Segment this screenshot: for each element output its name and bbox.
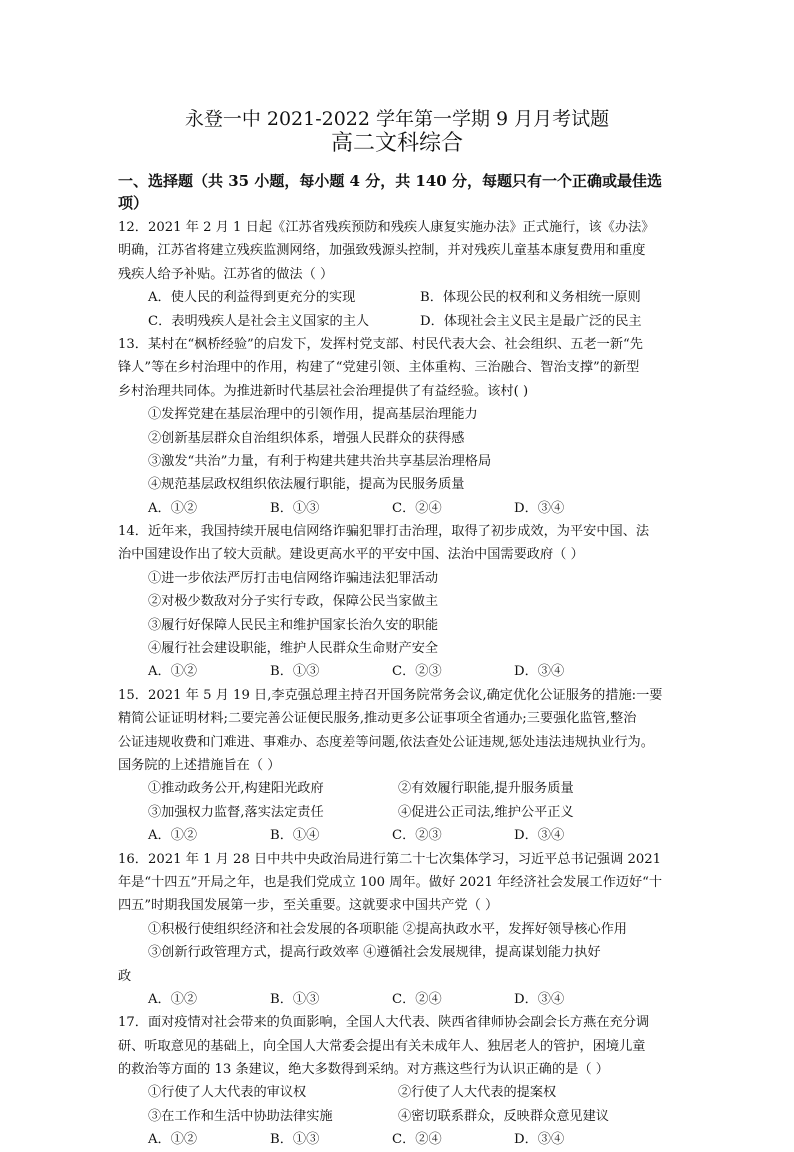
answer-d: D．③④ — [514, 1132, 565, 1148]
answer-d: D．③④ — [514, 991, 565, 1007]
answer-d: D．③④ — [514, 664, 565, 680]
answer-row — [118, 1128, 680, 1151]
question-stem-line: 的救治等方面的 13 条建议，绝大多数得到采纳。对方燕这些行为认识正确的是（ ） — [118, 1062, 609, 1078]
question-stem-line: 公证违规收费和门难进、事难办、态度差等问题,依法查处公证违规,惩处违法违规执业行为。 — [118, 734, 654, 750]
question-14 — [118, 520, 680, 684]
statement-line: 政 — [118, 968, 132, 984]
statement-item: ②行使了人大代表的提案权 — [398, 1085, 557, 1101]
statement-item: ①进一步依法严厉打击电信网络诈骗违法犯罪活动 — [148, 570, 439, 586]
statement-item: ④规范基层政权组织依法履行职能，提高为民服务质量 — [148, 477, 465, 493]
statement-item: ①行使了人大代表的审议权 — [148, 1085, 307, 1101]
option-row — [118, 286, 680, 309]
statement-item: ②对极少数敌对分子实行专政，保障公民当家做主 — [148, 594, 439, 610]
answer-a: A．①② — [148, 828, 198, 844]
statement-item: ③激发“共治”力量，有利于构建共建共治共享基层治理格局 — [148, 453, 492, 469]
answer-row — [118, 988, 680, 1011]
statement-row — [118, 1081, 680, 1104]
answer-a: A．①② — [148, 991, 198, 1007]
question-stem-line: 14．近年来，我国持续开展电信网络诈骗犯罪打击治理，取得了初步成效，为平安中国、法 — [118, 524, 650, 540]
question-stem-line: 乡村治理共同体。为推进新时代基层社会治理提供了有益经验。该村( ) — [118, 383, 529, 399]
question-12 — [118, 216, 680, 333]
statement-item: ④履行社会建设职能，维护人民群众生命财产安全 — [148, 641, 439, 657]
question-stem-line: 治中国建设作出了较大贡献。建设更高水平的平安中国、法治中国需要政府（ ） — [118, 547, 584, 563]
section-heading — [118, 170, 708, 214]
answer-b: B．①③ — [270, 500, 320, 516]
answer-a: A．①② — [148, 500, 198, 516]
question-17 — [118, 1011, 680, 1151]
answer-b: B．①③ — [270, 991, 320, 1007]
answer-d: D．③④ — [514, 828, 565, 844]
exam-title: 永登一中 2021-2022 学年第一学期 9 月月考试题 — [184, 108, 610, 130]
statement-item: ①发挥党建在基层治理中的引领作用，提高基层治理能力 — [148, 407, 478, 423]
option-row — [118, 310, 680, 333]
answer-c: C．②③ — [392, 664, 442, 680]
question-stem-line: 锋人”等在乡村治理中的作用，构建了“党建引领、主体重构、三治融合、智治支撑”的新型 — [118, 360, 640, 376]
question-stem-line: 17．面对疫情对社会带来的负面影响，全国人大代表、陕西省律师协会副会长方燕在充分调 — [118, 1015, 650, 1031]
question-stem-line: 研、听取意见的基础上，向全国人大常委会提出有关未成年人、独居老人的管护，困境儿童 — [118, 1038, 646, 1054]
question-16 — [118, 848, 680, 1012]
option-a: A．使人民的利益得到更充分的实现 — [148, 290, 356, 306]
question-stem-line: 精简公证证明材料;二要完善公证便民服务,推动更多公证事项全省通办;三要强化监管,整治 — [118, 711, 637, 727]
question-stem-line: 15．2021 年 5 月 19 日,李克强总理主持召开国务院常务会议,确定优化公证服务的措施:一要 — [118, 687, 663, 703]
option-b: B．体现公民的权利和义务相统一原则 — [420, 290, 641, 306]
question-stem-line: 明确，江苏省将建立残疾监测网络，加强致残源头控制，并对残疾儿童基本康复费用和重度 — [118, 243, 646, 259]
answer-c: C．②③ — [392, 828, 442, 844]
answer-c: C．②④ — [392, 500, 442, 516]
option-c: C．表明残疾人是社会主义国家的主人 — [148, 313, 370, 329]
answer-b: B．①③ — [270, 664, 320, 680]
question-stem-line: 12．2021 年 2 月 1 日起《江苏省残疾预防和残疾人康复实施办法》正式施行，该《办法》 — [118, 220, 655, 235]
answer-b: B．①③ — [270, 1132, 320, 1148]
question-stem-line: 16．2021 年 1 月 28 日中共中央政治局进行第二十七次集体学习，习近平总书记强调 2021 — [118, 851, 662, 867]
statement-row — [118, 777, 680, 800]
question-list — [118, 216, 680, 1152]
statement-item: ③履行好保障人民民主和维护国家长治久安的职能 — [148, 617, 439, 633]
statement-item: ②创新基层群众自治组织体系，增强人民群众的获得感 — [148, 430, 465, 446]
statement-line: ①积极行使组织经济和社会发展的各项职能 ②提高执政水平，发挥好领导核心作用 — [148, 921, 627, 937]
section-heading-line-1: 一、选择题（共 35 小题，每小题 4 分，共 140 分，每题只有一个正确或最佳选 — [118, 172, 662, 190]
option-d: D．体现社会主义民主是最广泛的民主 — [420, 313, 642, 329]
question-13 — [118, 333, 680, 520]
answer-a: A．①② — [148, 1132, 198, 1148]
statement-line: ③创新行政管理方式，提高行政效率 ④遵循社会发展规律，提高谋划能力执好 — [148, 945, 601, 961]
section-heading-line-2: 项） — [118, 194, 149, 212]
answer-c: C．②④ — [392, 1132, 442, 1148]
statement-row — [118, 1105, 680, 1128]
answer-row — [118, 660, 680, 683]
question-stem-line: 13．某村在“枫桥经验”的启发下，发挥村党支部、村民代表大会、社会组织、五老一新“先 — [118, 336, 643, 352]
answer-d: D．③④ — [514, 500, 565, 516]
statement-row — [118, 801, 680, 824]
answer-c: C．②④ — [392, 991, 442, 1007]
question-15 — [118, 684, 680, 848]
question-stem-line: 国务院的上述措施旨在（ ） — [118, 757, 281, 773]
statement-item: ①推动政务公开,构建阳光政府 — [148, 781, 324, 797]
statement-item: ④密切联系群众，反映群众意见建议 — [398, 1108, 609, 1124]
statement-item: ③在工作和生活中协助法律实施 — [148, 1108, 333, 1124]
question-stem-line: 年是“十四五”开局之年，也是我们党成立 100 周年。做好 2021 年经济社会发展工作迈好“十 — [118, 874, 663, 890]
statement-item: ③加强权力监督,落实法定责任 — [148, 804, 324, 820]
answer-row — [118, 824, 680, 847]
answer-a: A．①② — [148, 664, 198, 680]
answer-b: B．①④ — [270, 828, 320, 844]
answer-row — [118, 497, 680, 520]
statement-item: ②有效履行职能,提升服务质量 — [398, 781, 574, 797]
statement-item: ④促进公正司法,维护公平正义 — [398, 804, 574, 820]
question-stem-line: 四五”时期我国发展第一步，至关重要。这就要求中国共产党（ ） — [118, 898, 499, 914]
question-stem-line: 残疾人给予补贴。江苏省的做法（ ） — [118, 266, 334, 282]
exam-subtitle: 高二文科综合 — [330, 131, 463, 156]
